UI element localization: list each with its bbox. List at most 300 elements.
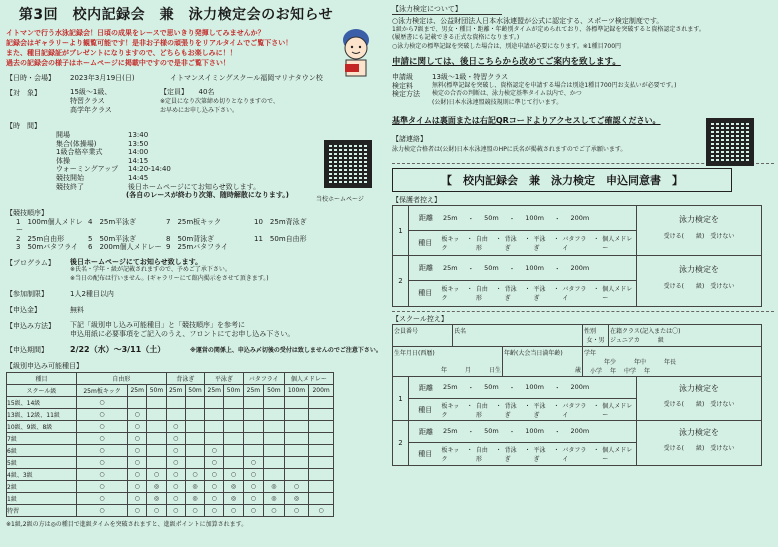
eligibility-mark: ○: [205, 469, 224, 481]
eligibility-mark: [284, 445, 309, 457]
eligibility-mark: ○: [128, 505, 147, 517]
distance-option[interactable]: 100m: [525, 263, 544, 272]
event-option[interactable]: 背泳ぎ: [504, 286, 517, 303]
distance-option[interactable]: 100m: [525, 383, 544, 392]
limit-label: 【参加制限】: [6, 290, 48, 299]
school-label: 【スクール控え】: [392, 311, 774, 324]
time-val: 14:20-14:40: [128, 165, 171, 174]
time-key: 1級合格卒業式: [56, 148, 103, 157]
grade-name: 10級、9級、8級: [7, 421, 77, 433]
event-option[interactable]: 背泳ぎ: [504, 236, 517, 253]
datetime-label: 【日時・会場】: [6, 74, 55, 82]
time-key: 開場: [56, 131, 70, 139]
table-header: 種目: [7, 373, 77, 385]
eligibility-mark: [309, 397, 334, 409]
eligibility-mark: ○: [284, 505, 309, 517]
event-label: 種目: [418, 239, 433, 248]
apply-val: (公財)日本水泳連盟競技規則に準じて行います。: [432, 98, 563, 106]
exam-label: 泳力検定を: [679, 215, 719, 225]
eligibility-mark: [166, 397, 185, 409]
apply-key: 検定方法: [392, 90, 420, 99]
eligibility-mark: [284, 409, 309, 421]
datetime-value: 2023年3月19日(日): [70, 74, 135, 82]
eligibility-mark: ○: [166, 505, 185, 517]
event-option[interactable]: 自由形: [475, 286, 488, 303]
table-header: 個人メドレー: [284, 373, 333, 385]
distance-option[interactable]: 200m: [570, 213, 590, 222]
table-header: 自由形: [77, 373, 167, 385]
table-row: [7, 469, 334, 481]
time-key: 競技開始: [56, 173, 84, 182]
order-item: 1 100m個人メドレー: [16, 217, 83, 235]
eligibility-mark: [284, 421, 309, 433]
method-value: 下記「級別申し込み可能種目」と「競技順序」を参考に: [70, 321, 245, 330]
eligibility-mark: ○: [243, 493, 264, 505]
grade-option[interactable]: 年: [644, 368, 651, 376]
eligibility-mark: [185, 409, 204, 421]
table-row: [7, 433, 334, 445]
birthday-label: 生年月日(西暦): [394, 350, 435, 358]
grade-option[interactable]: 小学: [590, 368, 603, 376]
table-header: 25m: [166, 385, 185, 397]
eligibility-mark: ○: [77, 409, 128, 421]
eligibility-mark: ○: [166, 457, 185, 469]
time-label: 【時 間】: [6, 122, 41, 130]
eligible-events-table: [6, 372, 334, 517]
target-label: 【対 象】: [6, 89, 41, 97]
distance-label: 距離: [419, 214, 433, 223]
order-item: 8 50m背泳ぎ: [166, 234, 215, 243]
eligibility-mark: ◎: [147, 493, 166, 505]
eligibility-mark: [243, 421, 264, 433]
contact-value: 泳力検定合格者は(公財)日本水泳連盟のHPに氏名が掲載されますのでご了承願います。: [392, 146, 627, 154]
target-value: 高学年クラス: [70, 106, 112, 114]
intro-line: 記録会はギャラリーより観覧可能です！是非お子様の頑張りをリアルタイムでご覧下さい！: [6, 39, 293, 47]
eligibility-mark: [284, 433, 309, 445]
program-label: 【プログラム】: [6, 258, 55, 267]
event-option[interactable]: 板キック: [441, 286, 460, 303]
age-unit[interactable]: 歳: [574, 367, 581, 375]
time-val: 14:00: [128, 148, 149, 157]
eligibility-mark: [224, 397, 243, 409]
guardian-form: 1 距離 25m ・ 50m ・ 100m ・ 200m 種目 板キック ・ 自由形 ・ 背泳ぎ ・ 平泳ぎ ・ バタフライ ・ 個人メドレー 泳力検定を 受ける( 級) 受けない 2 距離 25m ・ 50m ・ 100m ・ 200m 種目 板キック ・ 自由形 ・ 背泳ぎ ・ 平泳ぎ ・ バタフライ ・ 個人メドレー 泳力検定を 受ける( 級) 受けない: [392, 205, 762, 307]
eligibility-mark: [224, 409, 243, 421]
swimmer-icon: [331, 24, 381, 82]
exam-options[interactable]: 受ける( 級) 受けない: [663, 445, 735, 453]
grade-name: 1級: [7, 493, 77, 505]
event-option[interactable]: 平泳ぎ: [533, 446, 546, 463]
time-val: 13:50: [128, 139, 149, 148]
order-item: 6 200m個人メドレー: [88, 243, 162, 252]
row-number: 2: [393, 421, 409, 465]
event-option[interactable]: 平泳ぎ: [533, 236, 546, 253]
distance-label: 距離: [419, 264, 433, 273]
eligibility-mark: ○: [205, 481, 224, 493]
eligibility-mark: ○: [243, 505, 264, 517]
eligibility-mark: [284, 457, 309, 469]
grade-name: 7級: [7, 433, 77, 445]
eligibility-mark: ○: [77, 433, 128, 445]
exam-label: 泳力検定を: [679, 384, 719, 394]
eligibility-mark: [264, 397, 285, 409]
eligibility-mark: ○: [77, 505, 128, 517]
eligibility-mark: [243, 433, 264, 445]
event-option[interactable]: 個人メドレー: [602, 402, 633, 419]
table-header: スクール級: [7, 385, 77, 397]
eligibility-mark: ○: [185, 469, 204, 481]
eligibility-mark: ◎: [224, 481, 243, 493]
eligibility-mark: ◎: [147, 481, 166, 493]
time-key: 競技終了: [56, 182, 84, 191]
homepage-label: 当校ホームページ: [316, 196, 364, 203]
event-option[interactable]: バタフライ: [562, 402, 587, 419]
eligibility-mark: [264, 445, 285, 457]
apply-val: 無料(標準記録を突破し、資格認定を申請する場合は別途1種目700円お支払いが必要です。): [432, 81, 677, 89]
grade-name: 15級、14級: [7, 397, 77, 409]
period-value: 2/22（水）～3/11（土）: [70, 345, 166, 355]
table-row: [7, 421, 334, 433]
eligibility-mark: ○: [166, 493, 185, 505]
fee-value: 無料: [70, 306, 84, 315]
order-item: 5 50m平泳ぎ: [88, 234, 137, 243]
distance-option[interactable]: 200m: [570, 427, 590, 436]
grade-label: 学年: [584, 350, 597, 358]
name-field[interactable]: 氏名: [453, 325, 583, 346]
program-value: ※氏名・学年・級が記載されますので、予めご了承下さい。: [70, 266, 231, 274]
table-note: ※1級,2級の方は◎の種目で進級タイムを突破されますと、進級ポイントに加算されます。: [6, 521, 248, 529]
distance-option[interactable]: 25m: [443, 213, 458, 222]
eligibility-mark: ○: [243, 469, 264, 481]
capacity-value: 40名: [198, 88, 215, 96]
member-no-field[interactable]: 会員番号: [393, 325, 453, 346]
target-value: 特習クラス: [70, 97, 105, 105]
eligibility-mark: ○: [166, 469, 185, 481]
order-item: 2 25m自由形: [16, 234, 65, 243]
eligibility-mark: [309, 457, 334, 469]
eligibility-mark: ◎: [185, 493, 204, 505]
age-label: 年齢(大会当日満年齢): [504, 350, 563, 358]
event-option[interactable]: 背泳ぎ: [504, 402, 517, 419]
eligibility-mark: [185, 433, 204, 445]
eligibility-mark: ○: [166, 445, 185, 457]
distance-option[interactable]: 50m: [484, 263, 499, 272]
event-option[interactable]: 個人メドレー: [602, 286, 633, 303]
eligibility-mark: [309, 421, 334, 433]
table-row: [7, 457, 334, 469]
row-number: 1: [393, 206, 409, 255]
right-column: [392, 4, 774, 544]
distance-option[interactable]: 50m: [484, 383, 499, 392]
program-value: 後日ホームページにてお知らせ致します。: [70, 257, 203, 266]
eligibility-mark: [185, 397, 204, 409]
eligibility-mark: [205, 433, 224, 445]
capacity-note: お早めにお申し込み下さい。: [160, 107, 239, 114]
eligibility-mark: ○: [77, 469, 128, 481]
event-option[interactable]: バタフライ: [562, 286, 587, 303]
eligibility-mark: ○: [77, 481, 128, 493]
eligibility-mark: ○: [264, 505, 285, 517]
exam-options[interactable]: 受ける( 級) 受けない: [663, 283, 735, 291]
homepage-qr-code[interactable]: [324, 140, 372, 188]
apply-key: 検定料: [392, 81, 413, 90]
table-header: 100m: [284, 385, 309, 397]
table-header: 200m: [309, 385, 334, 397]
grade-name: 6級: [7, 445, 77, 457]
eligibility-mark: ○: [77, 493, 128, 505]
row-number: 1: [393, 377, 409, 420]
method-label: 【申込み方法】: [6, 322, 55, 331]
eligibility-mark: [147, 421, 166, 433]
eligibility-mark: [309, 469, 334, 481]
apply-val: 13級～1級・特習クラス: [432, 73, 509, 81]
distance-option[interactable]: 100m: [525, 427, 544, 436]
about-note: 申請に関しては、後日こちらから改めてご案内を致します。: [392, 57, 621, 67]
event-option[interactable]: バタフライ: [562, 446, 587, 463]
eligibility-mark: ○: [205, 457, 224, 469]
left-column: [6, 4, 388, 544]
event-option[interactable]: バタフライ: [562, 236, 587, 253]
eligibility-mark: ○: [128, 445, 147, 457]
table-header: 平泳ぎ: [205, 373, 244, 385]
event-option[interactable]: 板キック: [441, 402, 460, 419]
class-label: 在籍クラス(記入または〇): [610, 328, 681, 336]
grade-name: 2級: [7, 481, 77, 493]
event-option[interactable]: 自由形: [475, 236, 488, 253]
eligibility-mark: [205, 409, 224, 421]
eligibility-mark: ○: [77, 457, 128, 469]
eligibility-mark: ○: [77, 397, 128, 409]
time-key: ウォーミングアップ: [56, 165, 119, 174]
eligibility-mark: ○: [147, 505, 166, 517]
event-option[interactable]: 平泳ぎ: [533, 286, 546, 303]
time-note: (各自のレースが終わり次第、随時解散になります。): [126, 191, 289, 200]
eligibility-mark: [264, 433, 285, 445]
table-header: 25m板キック: [77, 385, 128, 397]
gender-options[interactable]: 女・男: [586, 337, 605, 345]
eligibility-mark: ○: [77, 445, 128, 457]
eligibility-mark: [309, 445, 334, 457]
table-header: 50m: [264, 385, 285, 397]
exam-options[interactable]: 受ける( 級) 受けない: [663, 233, 735, 241]
eligibility-mark: ○: [166, 481, 185, 493]
eligibility-mark: [309, 409, 334, 421]
eligibility-mark: [205, 421, 224, 433]
eligibility-mark: [264, 409, 285, 421]
eligibility-mark: [224, 421, 243, 433]
exam-label: 泳力検定を: [679, 265, 719, 275]
eligibility-mark: ○: [128, 433, 147, 445]
table-header: 25m: [205, 385, 224, 397]
table-header: バタフライ: [243, 373, 284, 385]
intro-line: また、種目記録証がプレゼントになりますので、どちらもお楽しみに！！: [6, 49, 237, 57]
eligibility-mark: [166, 409, 185, 421]
event-option[interactable]: 自由形: [475, 402, 488, 419]
eligibility-mark: ○: [128, 409, 147, 421]
eligibility-mark: [243, 397, 264, 409]
grade-name: 4級、3級: [7, 469, 77, 481]
table-row: [7, 481, 334, 493]
eligibility-mark: ○: [284, 481, 309, 493]
event-label: 種目: [418, 405, 433, 414]
eligibility-mark: [147, 457, 166, 469]
eligibility-mark: ○: [243, 481, 264, 493]
distance-option[interactable]: 50m: [484, 427, 499, 436]
time-val: 後日ホームページにてお知らせ致します。: [128, 182, 261, 191]
order-item: 11 50m自由形: [254, 234, 307, 243]
eligibility-mark: [309, 481, 334, 493]
about-line: (履歴書にも記載できる正式な資格になります。): [392, 34, 520, 41]
distance-option[interactable]: 100m: [525, 213, 544, 222]
time-val: 13:40: [128, 131, 149, 139]
time-val: 14:45: [128, 173, 149, 182]
period-label: 【申込期間】: [6, 346, 48, 355]
eligibility-mark: [128, 397, 147, 409]
table-header: 50m: [224, 385, 243, 397]
method-value: 申込用紙に必要事項をご記入のうえ、フロントにてお申し込み下さい。: [70, 329, 295, 338]
eligibility-mark: ○: [128, 481, 147, 493]
table-label: 【級別申込み可能種目】: [6, 362, 83, 371]
eligibility-mark: ○: [243, 457, 264, 469]
eligibility-mark: [147, 409, 166, 421]
page-title: 第3回 校内記録会 兼 泳力検定会のお知らせ: [18, 7, 334, 23]
eligibility-mark: ◎: [264, 493, 285, 505]
grade-option[interactable]: 年中: [634, 359, 647, 367]
eligibility-mark: [185, 421, 204, 433]
distance-option[interactable]: 25m: [443, 263, 458, 272]
eligibility-mark: ○: [166, 433, 185, 445]
eligibility-mark: ◎: [185, 481, 204, 493]
apply-val: 検定の合否の判断は、泳力検定基準タイム以内で、かつ: [432, 90, 582, 98]
mascot-illustration: [331, 24, 381, 82]
grade-option[interactable]: 年少: [604, 359, 617, 367]
table-header: 50m: [147, 385, 166, 397]
table-header: 25m: [243, 385, 264, 397]
about-line: ○泳力検定の標準記録を突破した場合は、別途申請が必要になります。※1種目700円: [392, 42, 622, 50]
order-item: 4 25m平泳ぎ: [88, 217, 137, 226]
eligibility-mark: [185, 445, 204, 457]
capacity-label: 【定員】: [160, 88, 185, 96]
intro-line: イトマンで行う水泳記録会！日頃の成果をレースで思いきり発揮してみませんか？: [6, 29, 265, 37]
event-option[interactable]: 個人メドレー: [602, 236, 633, 253]
table-row: [7, 409, 334, 421]
eligibility-mark: ○: [309, 505, 334, 517]
exam-label: 泳力検定を: [679, 428, 719, 438]
exam-options[interactable]: 受ける( 級) 受けない: [663, 401, 735, 409]
order-item: 7 25m板キック: [166, 217, 222, 226]
eligibility-mark: ○: [77, 421, 128, 433]
intro-line: 過去の記録会の様子はホームページに掲載中ですので是非ご覧下さい！: [6, 59, 230, 67]
eligibility-mark: [224, 433, 243, 445]
eligibility-mark: ○: [224, 505, 243, 517]
distance-option[interactable]: 25m: [443, 383, 458, 392]
event-option[interactable]: 板キック: [441, 236, 460, 253]
eligibility-mark: [243, 409, 264, 421]
eligibility-mark: ○: [205, 493, 224, 505]
school-form: 会員番号 氏名 性別 女・男 在籍クラス(記入または〇) ジュニアカ 級 生年月日(西暦) 年 月 日生 年齢(大会当日満年齢) 歳 学年 年少 年中 年長 小学 年 中学 年 1 距離 25m ・ 50m ・ 100m ・ 200m 種目 板キック ・ 自由形 ・ 背泳ぎ ・ 平泳ぎ ・ バタフライ ・ 個人メドレー 泳力検定を 受ける( 級) 受けない 2 距離 25m ・ 50m ・ 100m ・ 200m 種目 板キック ・ 自由形 ・ 背泳ぎ ・ 平泳ぎ ・ バタフライ ・ 個人メドレー 泳力検定を 受ける( 級) 受けない: [392, 324, 762, 466]
eligibility-mark: ○: [185, 505, 204, 517]
eligibility-mark: ○: [205, 445, 224, 457]
eligibility-mark: ○: [128, 421, 147, 433]
eligibility-mark: [309, 433, 334, 445]
grade-name: 特習: [7, 505, 77, 517]
eligibility-mark: ○: [128, 469, 147, 481]
order-item: [254, 243, 344, 252]
eligibility-mark: [264, 457, 285, 469]
event-label: 種目: [418, 289, 433, 298]
eligibility-mark: ◎: [284, 493, 309, 505]
event-label: 種目: [418, 449, 433, 458]
time-val: 14:15: [128, 156, 149, 165]
distance-option[interactable]: 50m: [484, 213, 499, 222]
fee-label: 【申込金】: [6, 306, 41, 315]
eligibility-mark: ○: [128, 457, 147, 469]
eligibility-mark: [264, 421, 285, 433]
distance-option[interactable]: 200m: [570, 263, 590, 272]
birthday-format[interactable]: 年 月 日生: [440, 367, 501, 375]
table-row: [7, 397, 334, 409]
table-row: [7, 493, 334, 505]
eligibility-mark: ○: [224, 469, 243, 481]
limit-value: 1人2種目以内: [70, 290, 114, 299]
event-option[interactable]: 平泳ぎ: [533, 402, 546, 419]
eligibility-mark: [185, 457, 204, 469]
grade-option[interactable]: 年: [610, 368, 617, 376]
eligibility-mark: [205, 397, 224, 409]
grade-name: 5級: [7, 457, 77, 469]
apply-key: [392, 99, 432, 108]
form-title: 【 校内記録会 兼 泳力検定 申込同意書 】: [392, 168, 732, 192]
about-label: 【泳力検定について】: [392, 4, 502, 15]
standard-time-qr-code[interactable]: [706, 118, 754, 166]
guardian-label: 【保護者控え】: [392, 196, 441, 205]
contact-label: 【諸連絡】: [392, 135, 427, 144]
event-option[interactable]: 背泳ぎ: [504, 446, 517, 463]
standard-note: 基準タイムは裏面または右記QRコードよりアクセスしてご確認ください。: [392, 116, 661, 126]
distance-option[interactable]: 200m: [570, 383, 590, 392]
gender-label: 性別: [584, 328, 597, 336]
about-line: ○泳力検定は、公益財団法人日本水泳連盟が公式に認定する、スポーツ検定制度です。: [392, 17, 664, 25]
event-option[interactable]: 個人メドレー: [602, 446, 633, 463]
venue-value: イトマンスイミングスクール福岡マリナタウン校: [170, 74, 323, 82]
event-option[interactable]: 板キック: [441, 446, 460, 463]
eligibility-mark: [224, 457, 243, 469]
eligibility-mark: [309, 493, 334, 505]
distance-label: 距離: [419, 383, 433, 392]
eligibility-mark: [243, 445, 264, 457]
class-option[interactable]: ジュニアカ 級: [610, 337, 664, 345]
eligibility-mark: [264, 469, 285, 481]
period-note: ※運営の関係上、申込み〆切後の受付は致しませんのでご注意下さい。: [190, 347, 382, 355]
eligibility-mark: ○: [166, 421, 185, 433]
distance-option[interactable]: 25m: [443, 427, 458, 436]
about-line: 1級から7級まで、男女・種目・距離・年齢別タイムが定められており、各標準記録を突破すると資格認定されます。: [392, 25, 705, 33]
eligibility-mark: ○: [205, 505, 224, 517]
event-option[interactable]: 自由形: [475, 446, 488, 463]
eligibility-mark: [147, 433, 166, 445]
table-header: 背泳ぎ: [166, 373, 205, 385]
capacity-note: ※定員になり次第締め切りとなりますので、: [160, 98, 279, 105]
table-row: [7, 505, 334, 517]
order-item: 9 25mバタフライ: [166, 243, 228, 252]
eligibility-mark: [284, 469, 309, 481]
grade-option[interactable]: 年長: [664, 359, 677, 367]
table-body: [7, 397, 334, 517]
grade-option[interactable]: 中学: [624, 368, 637, 376]
row-number: 2: [393, 256, 409, 306]
order-item: 3 50mバタフライ: [16, 243, 78, 252]
time-key: 体操: [56, 156, 70, 165]
table-row: [7, 445, 334, 457]
